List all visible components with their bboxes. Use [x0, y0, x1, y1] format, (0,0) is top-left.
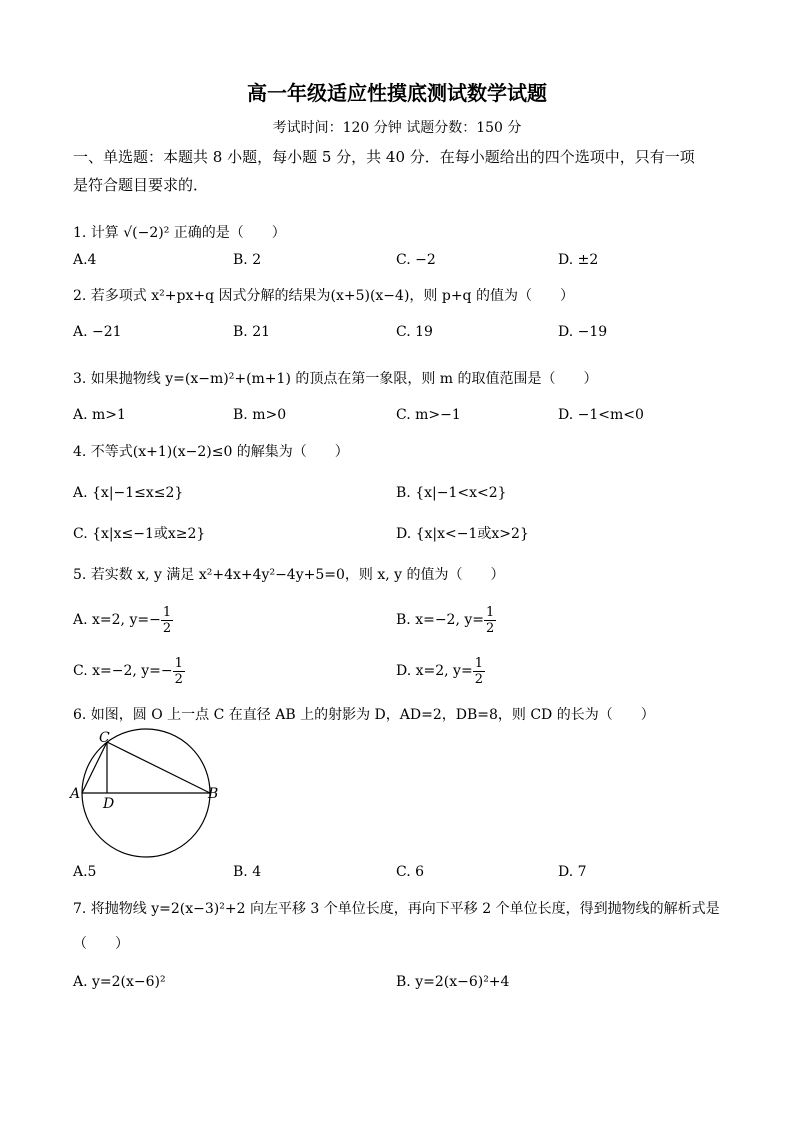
fraction [473, 656, 485, 687]
q6-stem: 6. 如图，圆 O 上一点 C 在直径 AB 上的射影为 D，AD=2，DB=8，则 CD 的长为（ ） [73, 707, 655, 723]
q6-option-a: A.5 [73, 864, 97, 880]
q5-option-a-text: A. x=2, y=− [73, 612, 161, 628]
q3-option-b: B. m>0 [233, 407, 287, 423]
q6-option-b: B. 4 [233, 864, 262, 880]
q5-option-d [396, 654, 485, 688]
page-title: 高一年级适应性摸底测试数学试题 [247, 81, 547, 105]
q2-option-d: D. −19 [558, 324, 608, 340]
q4-stem: 4. 不等式(x+1)(x−2)≤0 的解集为（ ） [73, 444, 349, 460]
q1-option-d: D. ±2 [558, 252, 599, 268]
denominator: 2 [486, 620, 495, 636]
chord-cb [107, 742, 210, 793]
q5-option-d-text: D. x=2, y= [396, 663, 473, 679]
q1-option-b: B. 2 [233, 252, 262, 268]
q6-option-c: C. 6 [396, 864, 425, 880]
label-d: D [103, 796, 115, 812]
q1-option-c: C. −2 [396, 252, 436, 268]
q6-option-d: D. 7 [558, 864, 587, 880]
label-c: C [99, 730, 110, 746]
q4-option-a: A. {x|−1≤x≤2} [73, 485, 184, 501]
q2-option-b: B. 21 [233, 324, 271, 340]
section-heading-line1: 一、单选题：本题共 8 小题，每小题 5 分，共 40 分．在每小题给出的四个选项中，只有一项 [73, 148, 695, 166]
q5-option-a [73, 603, 173, 637]
q5-stem: 5. 若实数 x, y 满足 x²+4x+4y²−4y+5=0，则 x, y 的值为（ ） [73, 567, 505, 583]
q7-option-a: A. y=2(x−6)² [73, 974, 166, 990]
numerator: 1 [174, 655, 183, 671]
q2-stem: 2. 若多项式 x²+px+q 因式分解的结果为(x+5)(x−4)，则 p+q 的值为（ ） [73, 288, 574, 304]
q5-option-b-text: B. x=−2, y= [396, 612, 484, 628]
exam-info: 考试时间：120 分钟 试题分数：150 分 [272, 120, 522, 136]
q3-stem: 3. 如果抛物线 y=(x−m)²+(m+1) 的顶点在第一象限，则 m 的取值范围是（ ） [73, 371, 598, 387]
denominator: 2 [162, 620, 172, 636]
q7-stem-paren: （ ） [73, 936, 129, 952]
q4-option-d: D. {x|x<−1或x>2} [396, 526, 529, 542]
q7-option-b: B. y=2(x−6)²+4 [396, 974, 510, 990]
numerator: 1 [474, 655, 483, 671]
denominator: 2 [174, 671, 183, 687]
denominator: 2 [474, 671, 483, 687]
q2-option-a: A. −21 [73, 324, 122, 340]
q1-stem: 1. 计算 √(−2)² 正确的是（ ） [73, 225, 286, 241]
label-b: B [208, 786, 219, 802]
q4-option-b: B. {x|−1<x<2} [396, 485, 507, 501]
fraction [173, 656, 185, 687]
numerator: 1 [162, 604, 172, 620]
q5-option-c [73, 654, 185, 688]
fraction [161, 605, 173, 636]
circle-figure [66, 728, 226, 858]
numerator: 1 [486, 604, 495, 620]
q3-option-c: C. m>−1 [396, 407, 461, 423]
q3-option-d: D. −1<m<0 [558, 407, 644, 423]
q3-option-a: A. m>1 [73, 407, 126, 423]
q4-option-c: C. {x|x≤−1或x≥2} [73, 526, 206, 542]
section-heading-line2: 是符合题目要求的． [73, 176, 209, 194]
fraction [484, 605, 496, 636]
label-a: A [70, 786, 81, 802]
q5-option-b [396, 603, 496, 637]
q1-option-a: A.4 [73, 252, 97, 268]
q7-stem: 7. 将抛物线 y=2(x−3)²+2 向左平移 3 个单位长度，再向下平移 2 个单位长度，得到抛物线的解析式是 [73, 901, 720, 917]
q5-option-c-text: C. x=−2, y=− [73, 663, 173, 679]
chord-ca [82, 742, 107, 793]
q2-option-c: C. 19 [396, 324, 433, 340]
